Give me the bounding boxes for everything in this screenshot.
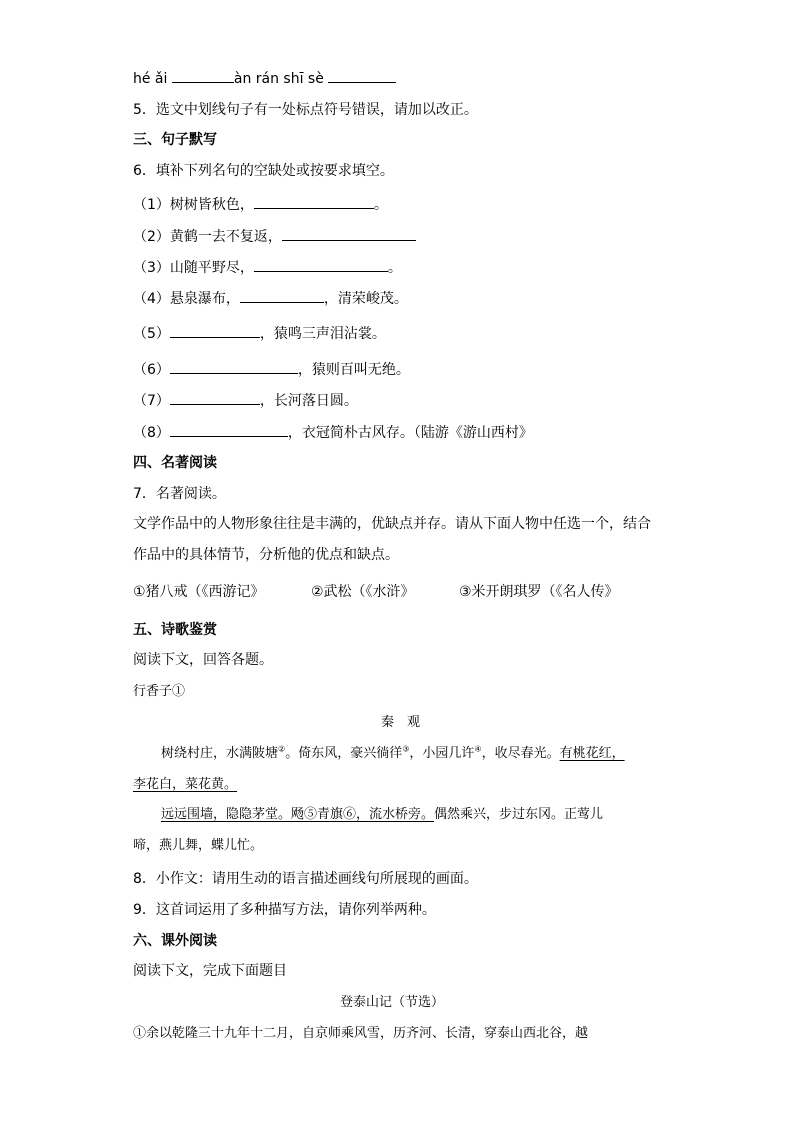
- essay-paragraph-1: ①余以乾隆三十九年十二月，自京师乘风雪，历齐河、长清，穿泰山西北谷，越: [133, 1026, 589, 1041]
- fill-post: ，猿则百叫无绝。: [297, 362, 410, 378]
- fill-post: ，猿鸣三声泪沾裳。: [259, 326, 386, 342]
- question-5: 5．选文中划线句子有一处标点符号错误，请加以改正。: [133, 102, 478, 118]
- poem-line-2: [133, 776, 237, 794]
- fill-post: ，衣冠简朴古风存。（陆游《游山西村》: [287, 425, 533, 441]
- footnote-marker: ②: [278, 744, 286, 754]
- option-2: ②武松（《水浒》: [311, 584, 415, 600]
- fill-blank-4[interactable]: [240, 288, 324, 303]
- section-6-heading: 六、课外阅读: [133, 933, 217, 949]
- underlined-text: 远远围墙，隐隐茅堂。飏⑤青旗⑥，流水桥旁。: [161, 807, 435, 822]
- fill-pre: 山随平野尽，: [169, 260, 254, 276]
- poem-author: 秦 观: [381, 715, 421, 730]
- fill-post: ，清荣峻茂。: [323, 291, 408, 307]
- fill-num: （7）: [133, 393, 170, 409]
- fill-blank-3[interactable]: [254, 257, 388, 272]
- question-7-text-1: 文学作品中的人物形象往往是丰满的，优缺点并存。请从下面人物中任选一个，结合: [133, 516, 651, 532]
- fill-line-4: [133, 288, 408, 308]
- poem-text: 。倚东风，豪兴徜徉: [285, 746, 403, 761]
- essay-title: 登泰山记（节选）: [340, 995, 445, 1010]
- question-7-text-2: 作品中的具体情节，分析他的优点和缺点。: [133, 547, 399, 563]
- underlined-text: 李花白，菜花黄。: [133, 777, 238, 792]
- pinyin-blank-b[interactable]: [328, 68, 396, 83]
- fill-num: （3）: [133, 260, 170, 276]
- fill-post: 。: [387, 260, 402, 276]
- fill-line-2: [133, 226, 416, 246]
- fill-line-5: [133, 323, 386, 343]
- footnote-marker: ③: [402, 744, 410, 754]
- fill-post: 。: [373, 197, 388, 213]
- underlined-text: 有桃花红，: [559, 746, 625, 761]
- pinyin-a: hé ǎi: [133, 71, 168, 87]
- read-instruction-1: 阅读下文，回答各题。: [133, 652, 273, 668]
- fill-blank-8[interactable]: [170, 422, 288, 437]
- fill-num: （2）: [133, 229, 170, 245]
- poem-text: 偶然乘兴，步过东冈。正莺儿: [434, 807, 604, 822]
- poem-text: ，小园几许: [409, 746, 475, 761]
- section-3-heading: 三、句子默写: [133, 132, 217, 148]
- fill-blank-5[interactable]: [170, 323, 260, 338]
- pinyin-blank-a[interactable]: [172, 68, 234, 83]
- fill-line-3: [133, 257, 402, 277]
- fill-blank-6[interactable]: [170, 359, 298, 374]
- fill-blank-1[interactable]: [254, 194, 374, 209]
- option-1: ①猪八戒（《西游记》: [133, 584, 265, 600]
- fill-pre: 黄鹤一去不复返，: [169, 229, 282, 245]
- option-3: ③米开朗琪罗（《名人传》: [459, 584, 619, 600]
- pinyin-b: àn rán shī sè: [233, 71, 324, 87]
- question-6: 6．填补下列名句的空缺处或按要求填空。: [133, 163, 394, 179]
- section-4-heading: 四、名著阅读: [133, 455, 217, 471]
- pinyin-line: [133, 68, 396, 88]
- poem-title: 行香子①: [133, 684, 186, 699]
- fill-pre: 悬泉瀑布，: [169, 291, 240, 307]
- poem-line-3: [161, 806, 603, 824]
- fill-num: （6）: [133, 362, 170, 378]
- fill-blank-7[interactable]: [170, 390, 260, 405]
- section-5-heading: 五、诗歌鉴赏: [133, 622, 217, 638]
- question-9: 9．这首词运用了多种描写方法，请你列举两种。: [133, 902, 436, 918]
- question-8: 8．小作文：请用生动的语言描述画线句所展现的画面。: [133, 871, 478, 887]
- fill-num: （8）: [133, 425, 170, 441]
- footnote-marker: ④: [474, 744, 482, 754]
- poem-text: ，收尽春光。: [481, 746, 560, 761]
- fill-post: ，长河落日圆。: [259, 393, 358, 409]
- fill-blank-2[interactable]: [282, 226, 416, 241]
- fill-line-8: [133, 422, 533, 442]
- fill-num: （1）: [133, 197, 170, 213]
- fill-num: （4）: [133, 291, 170, 307]
- poem-line-4: 啼，燕儿舞，蝶儿忙。: [133, 838, 264, 853]
- fill-line-7: [133, 390, 358, 410]
- fill-pre: 树树皆秋色，: [169, 197, 254, 213]
- poem-line-1: [161, 745, 625, 763]
- options-line: [133, 583, 619, 601]
- fill-line-1: [133, 194, 388, 214]
- fill-line-6: [133, 359, 410, 379]
- question-7: 7．名著阅读。: [133, 486, 226, 502]
- poem-text: 树绕村庄，水满陂塘: [161, 746, 279, 761]
- fill-num: （5）: [133, 326, 170, 342]
- read-instruction-2: 阅读下文，完成下面题目: [133, 963, 287, 979]
